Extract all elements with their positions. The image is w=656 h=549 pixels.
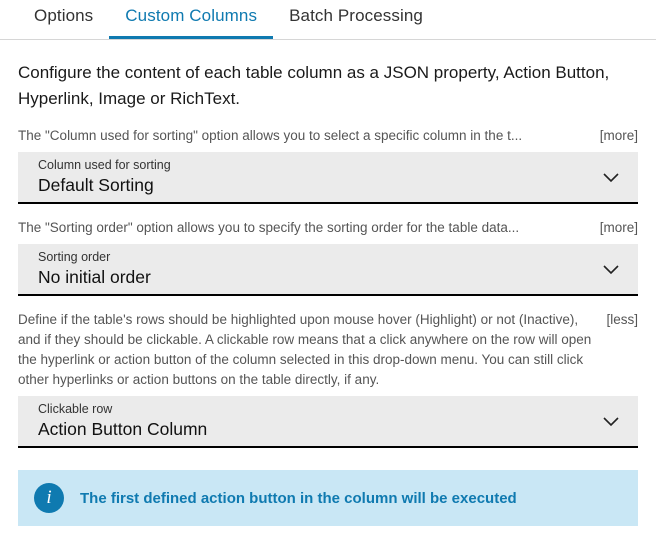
help-toggle-sorting-order[interactable]: [more]	[599, 220, 638, 235]
chevron-down-icon[interactable]	[600, 258, 622, 280]
chevron-down-icon[interactable]	[600, 166, 622, 188]
select-sorting-column-value: Default Sorting	[38, 175, 154, 195]
help-row-sorting-order	[18, 218, 638, 238]
tab-options[interactable]: Options	[34, 6, 94, 25]
select-sorting-column[interactable]	[18, 152, 638, 204]
select-sorting-column-label: Column used for sorting	[38, 158, 171, 172]
help-row-clickable-row	[18, 310, 638, 390]
help-text-clickable-row: Define if the table's rows should be highlighted upon mouse hover (Highlight) or not (Inactive), and if they should be clickable. A clickable row means that a click anywhere on the row will open the hyperlink or action button of the column selected in this drop-down menu. You can still click other hyperlinks or action buttons on the table directly, if any.	[18, 312, 592, 387]
panel-description: Configure the content of each table column as a JSON property, Action Button, Hyperlink, Image or RichText.	[18, 63, 610, 108]
tab-bar	[0, 0, 656, 40]
tab-batch-processing[interactable]: Batch Processing	[289, 6, 423, 25]
select-sorting-order-value: No initial order	[38, 267, 151, 287]
info-icon: i	[34, 483, 64, 513]
select-clickable-row-label: Clickable row	[38, 402, 113, 416]
help-toggle-sorting-column[interactable]: [more]	[599, 128, 638, 143]
info-banner-text: The first defined action button in the column will be executed	[80, 489, 517, 507]
help-row-sorting-column	[18, 126, 638, 146]
help-toggle-clickable-row[interactable]: [less]	[606, 312, 638, 327]
select-clickable-row-value: Action Button Column	[38, 419, 208, 439]
info-banner	[18, 470, 638, 526]
select-clickable-row[interactable]	[18, 396, 638, 448]
tab-custom-columns[interactable]: Custom Columns	[109, 2, 273, 39]
chevron-down-icon[interactable]	[600, 410, 622, 432]
select-sorting-order[interactable]	[18, 244, 638, 296]
help-text-sorting-column: The "Column used for sorting" option allows you to select a specific column in the t...	[18, 128, 523, 143]
select-sorting-order-label: Sorting order	[38, 250, 111, 264]
help-text-sorting-order: The "Sorting order" option allows you to specify the sorting order for the table data...	[18, 220, 520, 235]
